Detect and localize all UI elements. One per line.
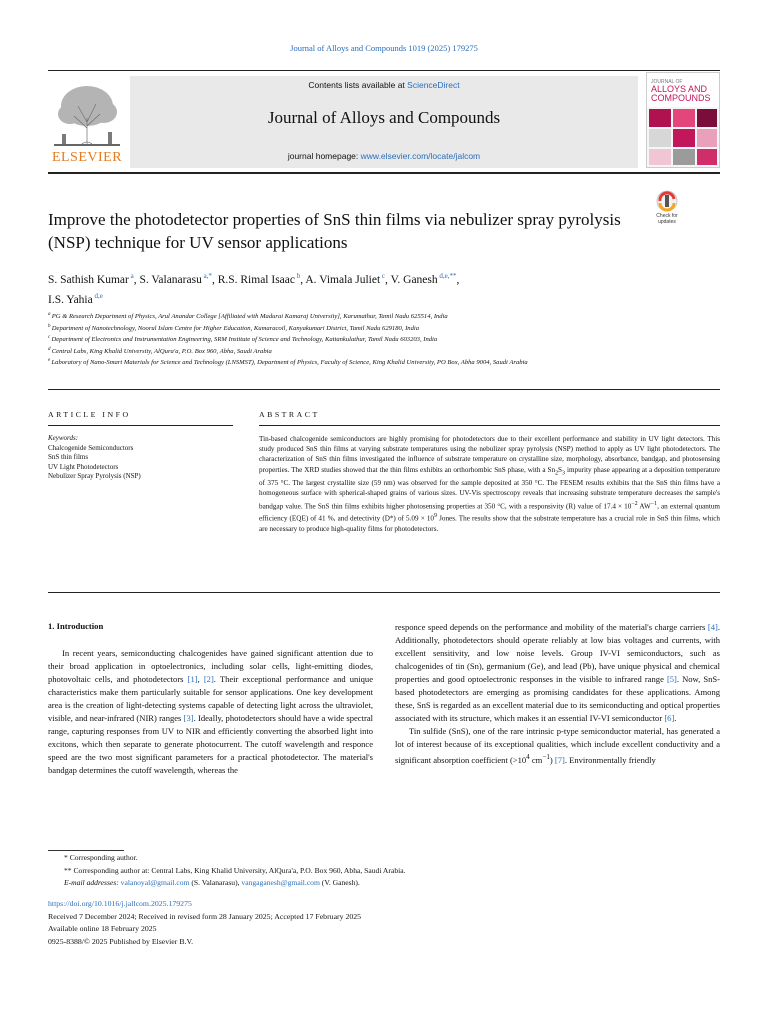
cover-title <box>651 79 717 103</box>
author-separator: , <box>385 273 391 286</box>
reference-link[interactable]: [6] <box>664 713 675 724</box>
paragraph <box>395 725 720 767</box>
body-text: Tin sulfide (SnS), one of the rare intrinsic p-type semiconductor material, has generated a lot of interest because of its exceptional qualities, which include excellent conductivity and a significant absorption coefficient (>10 <box>395 726 720 766</box>
homepage-link[interactable]: www.elsevier.com/locate/jalcom <box>360 151 481 161</box>
author-name[interactable]: A. Vimala Juliet <box>305 273 381 286</box>
cover-graphic <box>647 107 719 167</box>
affiliation-item <box>48 333 720 345</box>
body-text: ) <box>549 755 555 766</box>
publication-info <box>48 898 720 948</box>
author-list <box>48 268 720 308</box>
reference-link[interactable]: [4] <box>707 622 718 632</box>
check-for-updates-icon[interactable] <box>650 190 684 212</box>
doi-link[interactable]: https://doi.org/10.1016/j.jallcom.2025.179275 <box>48 899 192 908</box>
reference-link[interactable]: [1] <box>187 674 198 685</box>
received-dates: Received 7 December 2024; Received in revised form 28 January 2025; Accepted 17 February 2025 <box>48 911 362 921</box>
affiliations <box>48 310 720 368</box>
subscript: 2 <box>555 470 559 477</box>
author-name[interactable]: V. Ganesh <box>390 273 438 286</box>
affiliation-text: Laboratory of Nano-Smart Materials for Science and Technology (LNSMST), Department of Physics, Faculty of Science, King Khalid University, PO Box, Abha 9004, Saudi Arabia <box>51 359 528 367</box>
affiliation-marker: c <box>48 335 52 341</box>
footnote-emails <box>48 877 720 890</box>
author-separator: , <box>300 273 306 286</box>
body-text: . Now, SnS-based photodetectors are emerging as promising candidates for these applications. Among these, SnS is regarded as an excellent material due to its semiconducting and optical properties associated with its structure, which makes it an essential IV-VI semiconductor <box>395 674 720 724</box>
affiliation-text: Department of Nanotechnology, Noorul Islam Centre for Higher Education, Kumaracoil, Kanyakumari District, Tamil Nadu 629180, India <box>51 324 420 332</box>
superscript: −2 <box>631 500 638 507</box>
author-name[interactable]: R.S. Rimal Isaac <box>217 273 295 286</box>
reference-link[interactable]: [2] <box>203 674 214 685</box>
abstract-text-part: Jones. The results show that the substrate temperature has a crucial role in SnS thin films, which are necessary to produce high-quality films for photodetectors. <box>259 514 720 533</box>
article-info-rule <box>48 425 233 426</box>
affiliation-item <box>48 310 720 322</box>
author-name[interactable]: S. Sathish Kumar <box>48 273 129 286</box>
affiliation-item <box>48 322 720 334</box>
author-affiliation-marker[interactable]: b <box>294 272 301 280</box>
available-online: Available online 18 February 2025 <box>48 924 157 933</box>
check-label-line-2: updates <box>658 219 676 225</box>
email-owner: (V. Ganesh). <box>319 878 360 887</box>
author-affiliation-marker[interactable]: a <box>128 272 134 280</box>
email-owner: (S. Valanarasu), <box>189 878 242 887</box>
contents-line <box>130 80 638 90</box>
abstract-bottom-rule <box>48 592 720 593</box>
keyword-item: SnS thin films <box>48 453 89 461</box>
keyword-item: Chalcogenide Semiconductors <box>48 443 134 452</box>
abstract-text-part: S <box>558 465 563 474</box>
subscript: 3 <box>562 470 565 477</box>
abstract-text-part: Tin-based chalcogenide semiconductors are highly promising for photodetectors due to their excellent performance and stability in UV light detectors. This study produced SnS thin films at varying substrate temperatures using the nebulizer spray pyrolysis (NSP) method to apply as UV light photodetectors. The characterization of SnS thin films investigated the influence of substrate temperature on crystalline size, morphology, absorbance, bandgap, and photosensing properties. The XRD studies showed that the thin films exhibits an orthorhombic SnS phase, with a Sn <box>259 435 720 474</box>
keywords-block <box>48 434 228 482</box>
homepage-prefix: journal homepage: <box>287 151 361 161</box>
cover-small-text: JOURNAL OF <box>651 79 683 85</box>
keyword-item: Nebulizer Spray Pyrolysis (NSP) <box>48 472 141 480</box>
body-text: . Their exceptional performance and unique characteristics make them particularly suitable for sensor applications. One key development area is the creation of light-detecting systems capable of detecting light across the ultraviolet, visible, and near-infrared (NIR) ranges <box>48 674 373 724</box>
masthead-bottom-rule <box>48 172 720 174</box>
masthead-top-rule <box>48 70 720 71</box>
article-info-heading: ARTICLE INFO <box>48 410 131 419</box>
affiliation-marker: d <box>48 346 52 352</box>
superscript: −1 <box>542 753 550 762</box>
journal-name: Journal of Alloys and Compounds <box>267 108 501 127</box>
body-text: . Ideally, photodetectors should have a wide spectral range, capturing responses from UV to NIR and efficiently converting the absorbed light into excitons, which then separate to generate photocurrent. The cutoff wavelength and responce speed are the two most significant parameters for a practical photodetector. The material's bandgap determines the cutoff wavelength, whereas the <box>48 713 373 776</box>
intro-column-2 <box>395 621 720 767</box>
superscript: 9 <box>434 513 437 520</box>
affiliation-text: PG & Research Department of Physics, Arul Anandar College [Affiliated with Madurai Kamaraj University], Karumathur, Tamil Nadu 625514, India <box>51 313 448 321</box>
paper-title: Improve the photodetector properties of SnS thin films via nebulizer spray pyrolysis (NSP) technique for UV sensor applications <box>48 210 621 252</box>
body-text: . Environmentally friendly <box>564 755 656 766</box>
body-text: cm <box>529 755 543 766</box>
body-text: . Additionally, photodetectors should operate reliably at low bias voltages and currents, with excellent sensitivity, and low noise levels. Group IV-VI semiconductors, such as chalcogenides of tin (Sn), germanium (Ge), and lead (Pb), have unique physical and chemical properties and good optoelectronic responses in the visible to infrared range <box>395 622 720 685</box>
footnotes <box>48 852 720 890</box>
keyword-item: UV Light Photodetectors <box>48 462 119 471</box>
author-separator: , <box>211 273 218 286</box>
affiliation-item <box>48 356 720 368</box>
affiliation-marker: b <box>48 323 52 329</box>
body-text: , <box>197 674 204 685</box>
abstract-text-part: impurity phase appearing at a deposition temperature of 375 °C. The largest crystallite size (59 nm) was observed for the sample deposited at 350 °C. The FESEM results exhibits that the SnS thin films have a homogeneous surface with spherical-shaped grains of various sizes. UV-Vis spectroscopy reveals that increasing substrate temperature decreases the sample's bandgap value. The SnS thin films exhibits higher photosensing properties at 350 °C, with a responsivity (R) value of 17.4 × 10 <box>259 465 721 511</box>
contents-prefix: Contents lists available at <box>308 80 408 90</box>
intro-column-1 <box>48 647 373 777</box>
footnote-corresponding-address: ** Corresponding author at: Central Labs, King Khalid University, AlQura'a, P.O. Box 960, Abha, Saudi Arabia. <box>64 865 406 875</box>
affiliation-marker: e <box>48 358 52 364</box>
check-label-line-1: Check for <box>656 213 678 219</box>
footnote-rule <box>48 850 124 851</box>
affiliation-text: Central Labs, King Khalid University, AlQura'a, P.O. Box 960, Abha, Saudi Arabia <box>51 347 272 355</box>
body-text: . <box>674 713 677 724</box>
superscript: −1 <box>650 500 658 507</box>
front-matter-rule <box>48 389 720 390</box>
superscript: 4 <box>526 753 530 762</box>
author-affiliation-marker[interactable]: d,e <box>92 291 103 300</box>
elsevier-wordmark: ELSEVIER <box>51 150 123 165</box>
email-label: E-mail addresses: <box>64 878 121 887</box>
author-affiliation-marker[interactable]: c <box>380 272 386 280</box>
section-heading-introduction: 1. Introduction <box>48 621 104 631</box>
reference-link[interactable]: [7] <box>554 755 565 766</box>
author-separator: , <box>133 273 140 286</box>
footnote-corresponding: * Corresponding author. <box>64 853 138 862</box>
cover-title-line-1: ALLOYS AND <box>651 84 708 94</box>
abstract-text <box>259 434 720 534</box>
author-name[interactable]: S. Valanarasu <box>139 273 202 286</box>
sciencedirect-link[interactable]: ScienceDirect <box>407 80 460 90</box>
paragraph <box>395 621 720 725</box>
author-name[interactable]: I.S. Yahia <box>48 293 93 306</box>
check-for-updates-label[interactable] <box>645 213 689 225</box>
affiliation-item <box>48 345 720 357</box>
body-text: In recent years, semiconducting chalcogenides have gained significant attention due to their broad application in optoelectronics, including solar cells, light-emitting diodes, photovoltaic cells, and photodetectors <box>48 648 373 685</box>
author-affiliation-marker[interactable]: d,e,** <box>437 272 457 280</box>
author-separator: , <box>456 273 460 286</box>
journal-citation-link[interactable]: Journal of Alloys and Compounds 1019 (2025) 179275 <box>290 43 478 53</box>
keywords-label: Keywords: <box>48 434 79 442</box>
author-affiliation-marker[interactable]: a,* <box>201 272 212 280</box>
email-link[interactable]: vangaganesh@gmail.com <box>241 878 320 887</box>
affiliation-marker: a <box>48 312 52 317</box>
reference-link[interactable]: [5] <box>666 674 677 685</box>
journal-cover-thumbnail[interactable] <box>646 72 720 168</box>
email-link[interactable]: valanoyal@gmail.com <box>120 878 190 887</box>
affiliation-text: Department of Electronics and Instrumentation Engineering, SRM Institute of Science and Technology, Kattankulathur, Tamil Nadu 603203, India <box>51 336 438 344</box>
abstract-heading: ABSTRACT <box>259 410 320 419</box>
reference-link[interactable]: [3] <box>183 713 194 724</box>
abstract-text-part: , an external quantum efficiency (EQE) of 41 %, and detectivity (D*) of 5.09 × 10 <box>259 502 720 523</box>
body-text: responce speed depends on the performance and mobility of the material's charge carriers <box>395 622 708 632</box>
homepage-line <box>130 151 638 161</box>
issn-copyright: 0925-8388/© 2025 Published by Elsevier B.V. <box>48 936 194 946</box>
cover-title-line-2: COMPOUNDS <box>651 93 711 103</box>
abstract-text-part: AW <box>637 502 651 511</box>
abstract-rule <box>259 425 720 426</box>
